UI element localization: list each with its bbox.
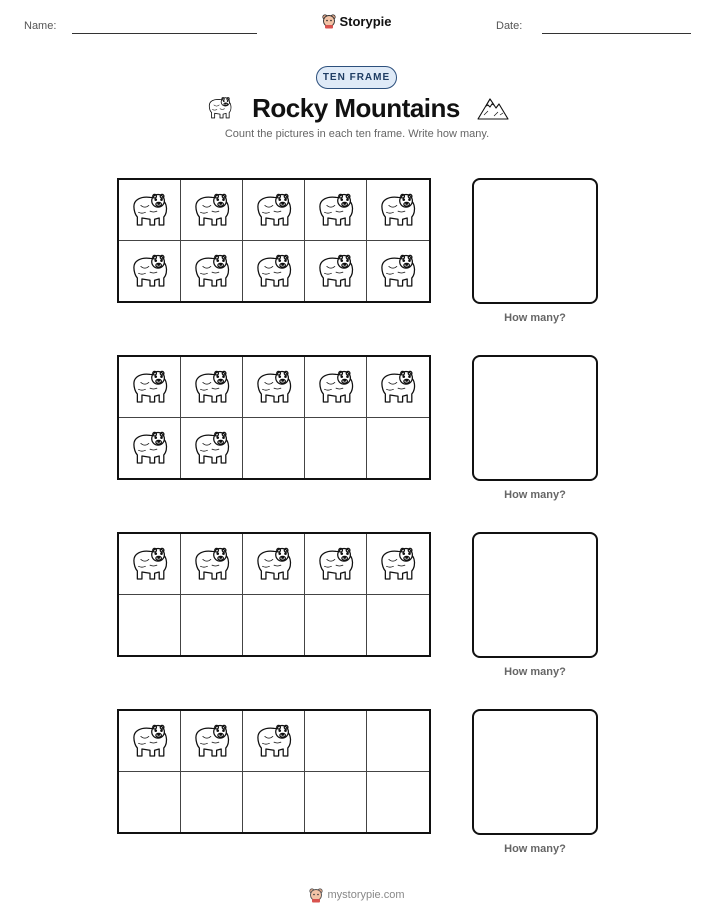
ten-frame-cell xyxy=(305,180,367,241)
ten-frame-cell xyxy=(243,241,305,302)
ten-frame-cell xyxy=(305,241,367,302)
bear-icon xyxy=(313,367,359,407)
ten-frame-cell xyxy=(243,418,305,479)
ten-frame-cell xyxy=(181,241,243,302)
ten-frame-3 xyxy=(117,532,431,657)
bear-icon xyxy=(375,190,421,230)
ten-frame-cell xyxy=(367,357,429,418)
ten-frame-cell xyxy=(367,711,429,772)
how-many-label-1: How many? xyxy=(504,312,566,324)
footer xyxy=(0,887,714,908)
footer-url: mystorypie.com xyxy=(327,889,405,901)
bear-icon xyxy=(313,190,359,230)
ten-frame-cell xyxy=(367,418,429,479)
how-many-label-4: How many? xyxy=(504,843,566,855)
ten-frame-cell xyxy=(119,534,181,595)
ten-frame-cell xyxy=(181,534,243,595)
ten-frame-2 xyxy=(117,355,431,480)
ten-frame-cell xyxy=(305,418,367,479)
ten-frame-cell xyxy=(243,711,305,772)
date-field-line[interactable] xyxy=(542,33,691,34)
bear-icon xyxy=(189,251,235,291)
bear-icon xyxy=(189,428,235,468)
ten-frame-cell xyxy=(243,180,305,241)
page-title: Rocky Mountains xyxy=(252,92,460,123)
mountain-icon xyxy=(476,95,510,121)
ten-frame-cell xyxy=(119,418,181,479)
storypie-mascot-icon xyxy=(322,13,336,29)
bear-icon xyxy=(204,95,236,121)
brand-logo xyxy=(0,13,714,34)
bear-icon xyxy=(375,544,421,584)
answer-box-3[interactable] xyxy=(472,532,598,658)
ten-frame-cell xyxy=(367,534,429,595)
bear-icon xyxy=(127,251,173,291)
ten-frame-cell xyxy=(181,180,243,241)
ten-frame-cell xyxy=(119,357,181,418)
bear-icon xyxy=(189,190,235,230)
ten-frame-1 xyxy=(117,178,431,303)
bear-icon xyxy=(313,544,359,584)
ten-frame-cell xyxy=(305,357,367,418)
bear-icon xyxy=(251,544,297,584)
ten-frame-cell xyxy=(367,180,429,241)
bear-icon xyxy=(251,367,297,407)
ten-frame-cell xyxy=(305,772,367,833)
ten-frame-4 xyxy=(117,709,431,834)
ten-frame-cell xyxy=(181,711,243,772)
bear-icon xyxy=(127,367,173,407)
answer-box-2[interactable] xyxy=(472,355,598,481)
bear-icon xyxy=(127,428,173,468)
ten-frame-cell xyxy=(305,711,367,772)
how-many-label-3: How many? xyxy=(504,666,566,678)
storypie-mascot-icon xyxy=(309,887,323,903)
ten-frame-cell xyxy=(119,180,181,241)
ten-frame-cell xyxy=(243,595,305,656)
date-label: Date: xyxy=(496,20,523,32)
bear-icon xyxy=(127,190,173,230)
title-row xyxy=(0,91,714,125)
bear-icon xyxy=(189,721,235,761)
answer-box-1[interactable] xyxy=(472,178,598,304)
ten-frame-cell xyxy=(243,772,305,833)
bear-icon xyxy=(127,544,173,584)
ten-frame-cell xyxy=(181,418,243,479)
bear-icon xyxy=(251,721,297,761)
bear-icon xyxy=(313,251,359,291)
ten-frame-cell xyxy=(367,241,429,302)
ten-frame-cell xyxy=(243,357,305,418)
worksheet-type-badge: TEN FRAME xyxy=(316,66,397,89)
how-many-label-2: How many? xyxy=(504,489,566,501)
bear-icon xyxy=(375,251,421,291)
ten-frame-cell xyxy=(119,772,181,833)
ten-frame-cell xyxy=(119,711,181,772)
ten-frame-cell xyxy=(367,772,429,833)
bear-icon xyxy=(251,251,297,291)
bear-icon xyxy=(127,721,173,761)
ten-frame-cell xyxy=(119,241,181,302)
instructions: Count the pictures in each ten frame. Write how many. xyxy=(224,128,490,140)
ten-frame-cell xyxy=(181,772,243,833)
ten-frame-cell xyxy=(181,595,243,656)
ten-frame-cell xyxy=(367,595,429,656)
ten-frame-cell xyxy=(305,595,367,656)
bear-icon xyxy=(375,367,421,407)
ten-frame-cell xyxy=(243,534,305,595)
answer-box-4[interactable] xyxy=(472,709,598,835)
bear-icon xyxy=(189,544,235,584)
brand-name: Storypie xyxy=(339,13,392,29)
ten-frame-cell xyxy=(181,357,243,418)
bear-icon xyxy=(251,190,297,230)
ten-frame-cell xyxy=(305,534,367,595)
name-label: Name: xyxy=(24,20,57,32)
ten-frame-cell xyxy=(119,595,181,656)
bear-icon xyxy=(189,367,235,407)
